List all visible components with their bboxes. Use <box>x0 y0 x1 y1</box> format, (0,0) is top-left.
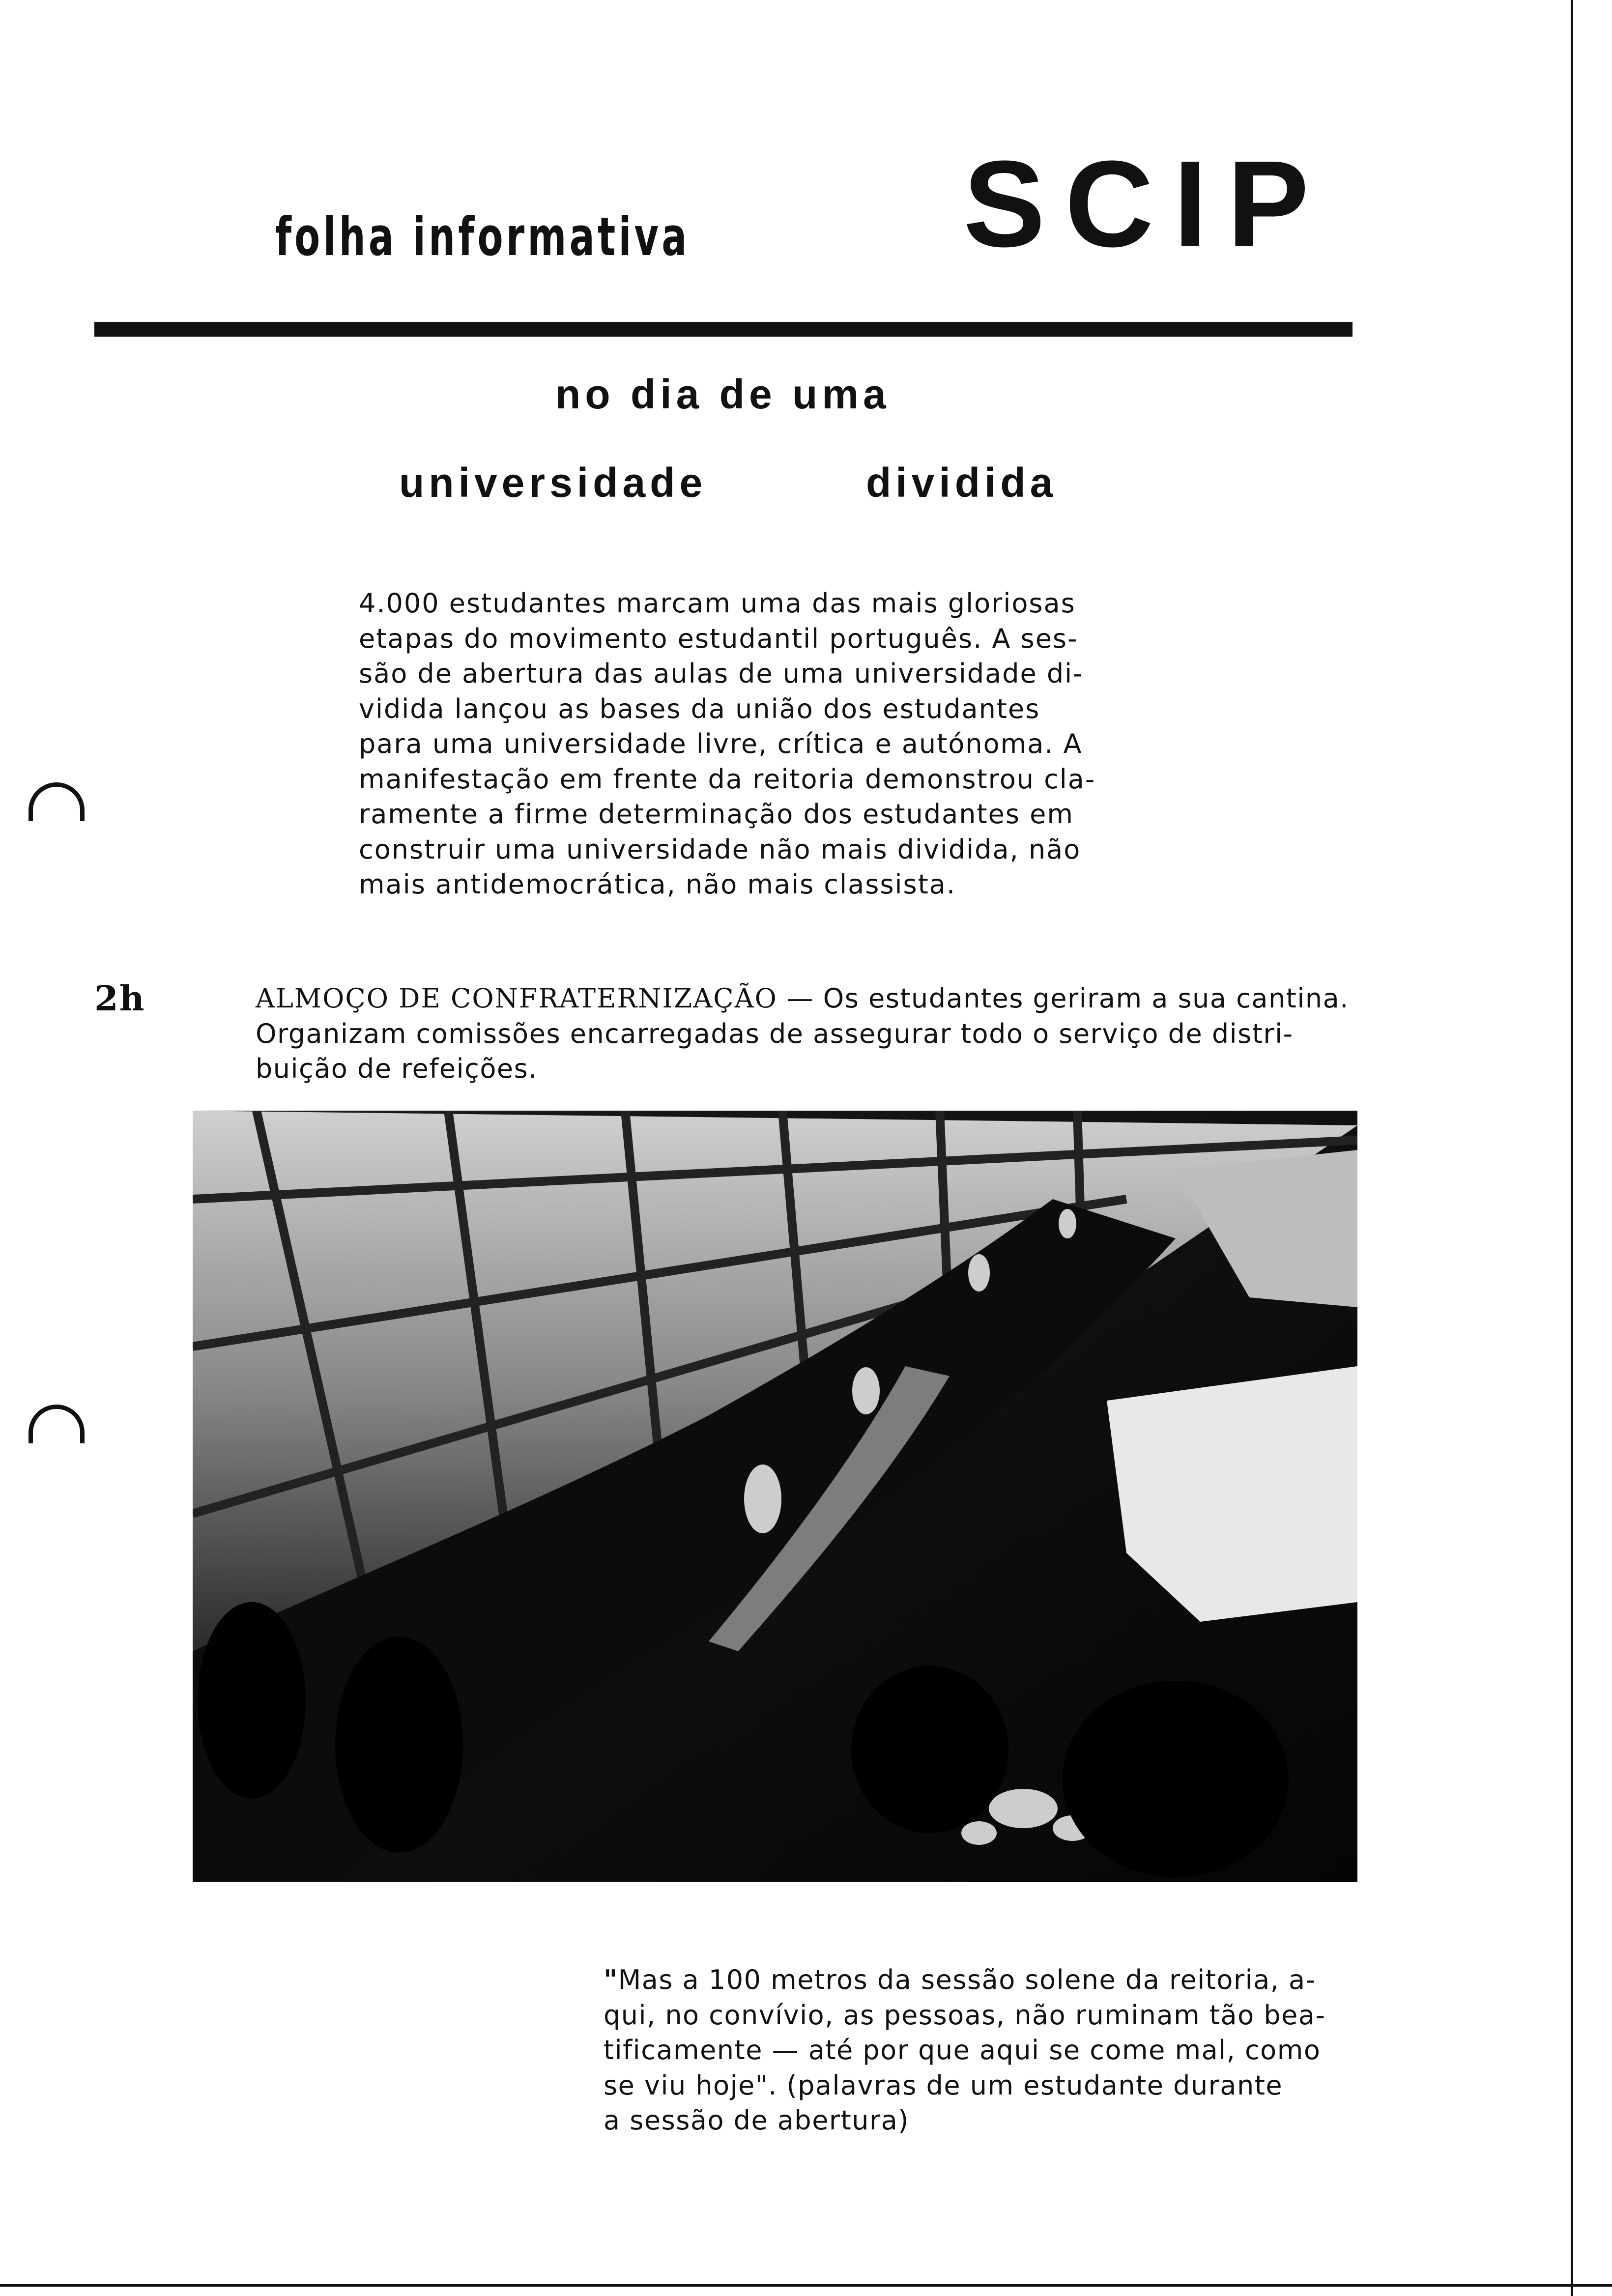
binder-hole-top <box>29 782 85 821</box>
headline-line-2a: universidade <box>399 459 707 506</box>
canteen-photo-graphic <box>193 1111 1357 1882</box>
section-heading: ALMOÇO DE CONFRATERNIZAÇÃO <box>256 983 777 1014</box>
intro-line: mais antidemocrática, não mais classista. <box>359 869 956 900</box>
intro-paragraph <box>359 586 1121 902</box>
headline-line-1: no dia de uma <box>555 371 891 417</box>
intro-line: são de abertura das aulas de uma universidade di- <box>359 658 1084 689</box>
quote-line: se viu hoje". (palavras de um estudante durante <box>604 2069 1283 2101</box>
quote-line: a sessão de abertura) <box>604 2105 909 2136</box>
lunch-line-3: buição de refeições. <box>256 1053 538 1084</box>
lunch-section <box>256 981 1356 1087</box>
intro-line: 4.000 estudantes marcam uma das mais gloriosas <box>359 588 1076 619</box>
student-quote <box>604 1962 1355 2138</box>
lunch-line-1-rest: Os estudantes geriram a sua cantina. <box>823 983 1349 1014</box>
quote-line: qui, no convívio, as pessoas, não ruminam tão bea- <box>604 1999 1326 2031</box>
intro-line: manifestação em frente da reitoria demonstrou cla- <box>359 763 1096 795</box>
intro-line: ramente a firme determinação dos estudantes em <box>359 799 1074 830</box>
quote-line-1 <box>604 1962 1355 1998</box>
quote-line: tificamente — até por que aqui se come mal, como <box>604 2035 1321 2066</box>
organization-logo-text: SCIP <box>963 135 1329 272</box>
lunch-line-2: Organizam comissões encarregadas de assegurar todo o serviço de distri- <box>256 1018 1294 1049</box>
headline-line-2b: dividida <box>866 459 1058 506</box>
intro-line: vidida lançou as bases da união dos estudantes <box>359 693 1040 724</box>
time-marker: 2h <box>94 978 145 1019</box>
intro-line: para uma universidade livre, crítica e autónoma. A <box>359 728 1083 759</box>
quote-line-text: Mas a 100 metros da sessão solene da reitoria, a- <box>618 1964 1316 1995</box>
publication-type: folha informativa <box>275 206 690 268</box>
binder-hole-bottom <box>29 1405 85 1443</box>
canteen-photograph <box>193 1111 1357 1882</box>
intro-line: etapas do movimento estudantil português. A ses- <box>359 623 1078 654</box>
quote-open-mark: " <box>604 1964 618 1995</box>
masthead-rule <box>94 322 1353 337</box>
lunch-line-1 <box>256 981 1356 1016</box>
right-edge-rule <box>1571 0 1573 2296</box>
heading-dash: — <box>777 983 823 1014</box>
bottom-edge-rule <box>0 2284 1612 2287</box>
intro-line: construir uma universidade não mais dividida, não <box>359 833 1081 865</box>
